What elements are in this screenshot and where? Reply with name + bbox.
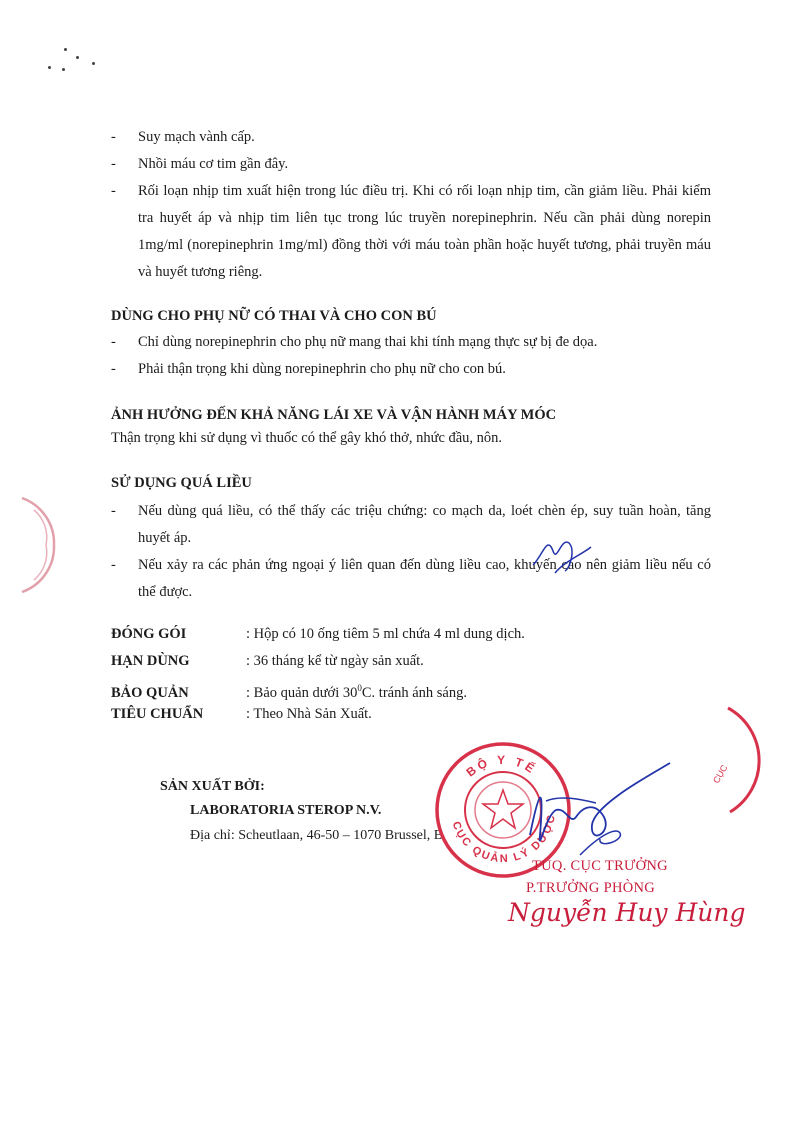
stamp-top-text: BỘ Y TẾ [463,752,540,780]
list-item: - Chỉ dùng norepinephrin cho phụ nữ mang thai khi tính mạng thực sự bị đe dọa. [111,334,598,350]
signature-title-1: TUQ. CỤC TRƯỞNG [532,858,668,874]
section-heading: DÙNG CHO PHỤ NỮ CÓ THAI VÀ CHO CON BÚ [111,308,437,324]
partial-stamp-left [0,490,80,600]
scan-dots [44,44,104,74]
section-heading: SỬ DỤNG QUÁ LIỀU [111,475,252,491]
section-text: Thận trọng khi sử dụng vì thuốc có thể gây khó thở, nhức đầu, nôn. [111,430,503,446]
list-item: - Nếu xảy ra các phản ứng ngoại ý liên quan đến dùng liều cao, khuyến cáo nên giảm liều nếu có thể được. [111,557,711,600]
list-item: - Phải thận trọng khi dùng norepinephrin cho phụ nữ cho con bú. [111,361,506,377]
pregnancy-section [111,305,711,383]
manufacturer-name: LABORATORIA STEROP N.V. [190,803,382,818]
overdose-section [111,472,711,606]
signatory-name: Nguyễn Huy Hùng [508,898,746,927]
spec-packaging: ĐÓNG GÓI : Hộp có 10 ống tiêm 5 ml chứa 4 ml dung dịch. [111,626,525,642]
initial-signature [525,525,595,585]
contraindications-list [111,124,711,286]
spec-storage: BẢO QUẢN : Bảo quản dưới $30^0C$. tránh ánh sáng. [111,683,467,701]
spec-standard: TIÊU CHUẨN : Theo Nhà Sản Xuất. [111,706,372,722]
section-heading: ẢNH HƯỞNG ĐẾN KHẢ NĂNG LÁI XE VÀ VẬN HÀNH MÁY MÓC [111,407,557,423]
stamp-bottom-text: CỤC QUẢN LÝ DƯỢC [449,812,559,866]
list-item: - Nếu dùng quá liều, có thể thấy các triệu chứng: co mạch da, loét chèn ép, suy tuần hoàn, tăng huyết áp. [111,503,711,546]
driving-section [111,404,711,450]
list-item: - Suy mạch vành cấp. [111,129,255,145]
svg-text:CỤC: CỤC [711,763,730,785]
manufacturer-address: Địa chỉ: Scheutlaan, 46-50 – 1070 Brussel, B [190,828,444,843]
list-item: - Rối loạn nhịp tim xuất hiện trong lúc điều trị. Khi có rối loạn nhịp tim, cần giảm liều. Phải kiểm tra huyết áp và nhịp tim liên tục trong lúc truyền norepinephrin. Nếu cần phải dùng norepin 1mg/ml (norepinephrin 1mg/ml) đồng thời với máu toàn phần hoặc huyết tương, phải truyền máu và huyết tương riêng. [111,183,711,280]
list-item: - Nhồi máu cơ tim gần đây. [111,156,289,172]
partial-stamp-right [690,700,800,820]
manufacturer-title: SẢN XUẤT BỞI: [160,779,265,794]
spec-shelf-life: HẠN DÙNG : 36 tháng kể từ ngày sản xuất. [111,653,424,669]
signature-title-2: P.TRƯỞNG PHÒNG [526,880,656,896]
